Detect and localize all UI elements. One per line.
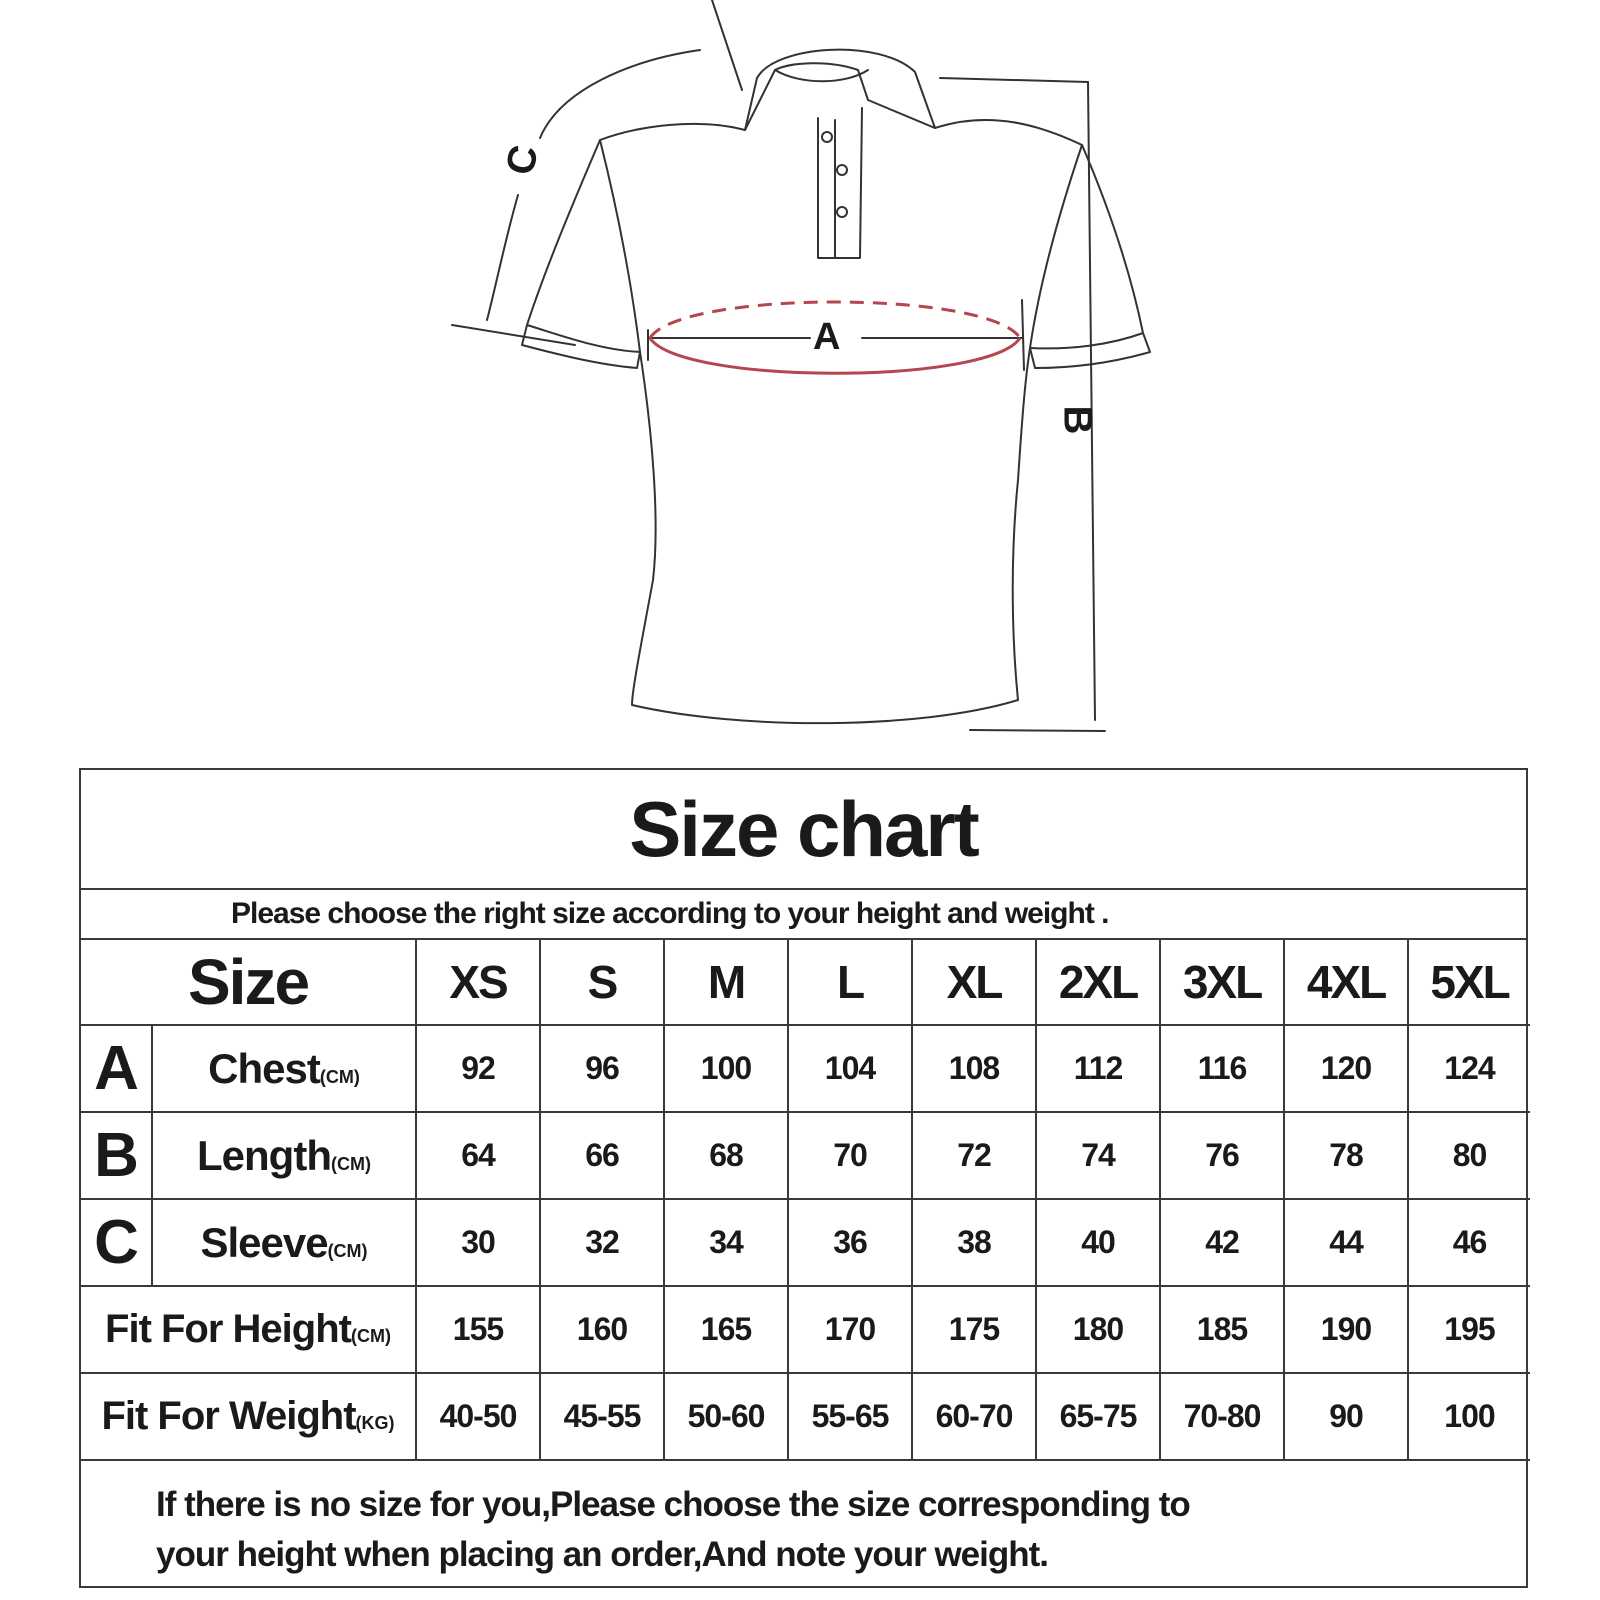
size-header-cell: 5XL	[1408, 940, 1530, 1025]
table-cell: 46	[1408, 1199, 1530, 1286]
row-letter: A	[81, 1025, 152, 1112]
table-cell: 64	[416, 1112, 540, 1199]
table-cell: 66	[540, 1112, 664, 1199]
chest-row	[81, 1025, 1530, 1112]
sleeve-dimension-label: C	[497, 141, 547, 179]
row-label-text: Length	[197, 1131, 331, 1179]
row-label	[81, 1373, 416, 1460]
chart-subtitle: Please choose the right size according to your height and weight .	[81, 888, 1526, 940]
table-cell: 124	[1408, 1025, 1530, 1112]
table-cell: 190	[1284, 1286, 1408, 1373]
table-cell: 34	[664, 1199, 788, 1286]
table-cell: 40	[1036, 1199, 1160, 1286]
row-letter: C	[81, 1199, 152, 1286]
table-cell: 70-80	[1160, 1373, 1284, 1460]
fit-weight-row	[81, 1373, 1530, 1460]
row-label-text: Chest	[208, 1044, 320, 1092]
row-unit: (CM)	[319, 1066, 360, 1087]
table-cell: 30	[416, 1199, 540, 1286]
table-cell: 92	[416, 1025, 540, 1112]
row-unit: (CM)	[327, 1240, 368, 1261]
size-header-cell: S	[540, 940, 664, 1025]
table-cell: 116	[1160, 1025, 1284, 1112]
table-cell: 78	[1284, 1112, 1408, 1199]
row-label	[81, 1286, 416, 1373]
table-cell: 180	[1036, 1286, 1160, 1373]
table-cell: 90	[1284, 1373, 1408, 1460]
length-row	[81, 1112, 1530, 1199]
table-cell: 36	[788, 1199, 912, 1286]
table-cell: 104	[788, 1025, 912, 1112]
table-cell: 68	[664, 1112, 788, 1199]
row-label-text: Fit For Weight	[101, 1394, 356, 1438]
size-chart	[79, 768, 1528, 1588]
row-label	[152, 1112, 416, 1199]
fit-height-row	[81, 1286, 1530, 1373]
size-header-cell: M	[664, 940, 788, 1025]
size-header-cell: 4XL	[1284, 940, 1408, 1025]
table-cell: 65-75	[1036, 1373, 1160, 1460]
chart-title: Size chart	[81, 770, 1526, 890]
table-cell: 74	[1036, 1112, 1160, 1199]
table-cell: 112	[1036, 1025, 1160, 1112]
table-cell: 175	[912, 1286, 1036, 1373]
table-cell: 44	[1284, 1199, 1408, 1286]
table-cell: 108	[912, 1025, 1036, 1112]
row-label	[152, 1199, 416, 1286]
table-cell: 76	[1160, 1112, 1284, 1199]
footer-line: your height when placing an order,And note your weight.	[156, 1535, 1048, 1574]
row-letter: B	[81, 1112, 152, 1199]
length-dimension-label: B	[1055, 405, 1100, 435]
chest-dimension-label: A	[813, 316, 841, 358]
footer-line: If there is no size for you,Please choose the size corresponding to	[156, 1485, 1190, 1524]
table-cell: 170	[788, 1286, 912, 1373]
size-table	[81, 940, 1530, 1461]
row-label-text: Fit For Height	[105, 1307, 351, 1351]
size-header-label: Size	[81, 940, 416, 1025]
table-cell: 165	[664, 1286, 788, 1373]
table-cell: 100	[664, 1025, 788, 1112]
polo-shirt-outline	[0, 0, 1600, 760]
table-cell: 120	[1284, 1025, 1408, 1112]
table-cell: 60-70	[912, 1373, 1036, 1460]
table-cell: 160	[540, 1286, 664, 1373]
table-cell: 50-60	[664, 1373, 788, 1460]
table-cell: 155	[416, 1286, 540, 1373]
table-cell: 45-55	[540, 1373, 664, 1460]
row-unit: (CM)	[330, 1153, 371, 1174]
table-cell: 80	[1408, 1112, 1530, 1199]
size-header-cell: XS	[416, 940, 540, 1025]
table-cell: 185	[1160, 1286, 1284, 1373]
row-label-text: Sleeve	[200, 1218, 328, 1266]
shirt-diagram	[0, 0, 1600, 760]
size-header-row	[81, 940, 1530, 1025]
size-header-cell: XL	[912, 940, 1036, 1025]
table-cell: 195	[1408, 1286, 1530, 1373]
row-label	[152, 1025, 416, 1112]
size-header-cell: 3XL	[1160, 940, 1284, 1025]
size-header-cell: L	[788, 940, 912, 1025]
table-cell: 72	[912, 1112, 1036, 1199]
table-cell: 55-65	[788, 1373, 912, 1460]
sleeve-row	[81, 1199, 1530, 1286]
row-unit: (CM)	[350, 1326, 391, 1346]
size-header-cell: 2XL	[1036, 940, 1160, 1025]
table-cell: 32	[540, 1199, 664, 1286]
table-cell: 42	[1160, 1199, 1284, 1286]
row-unit: (KG)	[355, 1413, 395, 1433]
table-cell: 70	[788, 1112, 912, 1199]
table-cell: 100	[1408, 1373, 1530, 1460]
table-cell: 40-50	[416, 1373, 540, 1460]
footer-note	[156, 1480, 1190, 1580]
table-cell: 38	[912, 1199, 1036, 1286]
table-cell: 96	[540, 1025, 664, 1112]
